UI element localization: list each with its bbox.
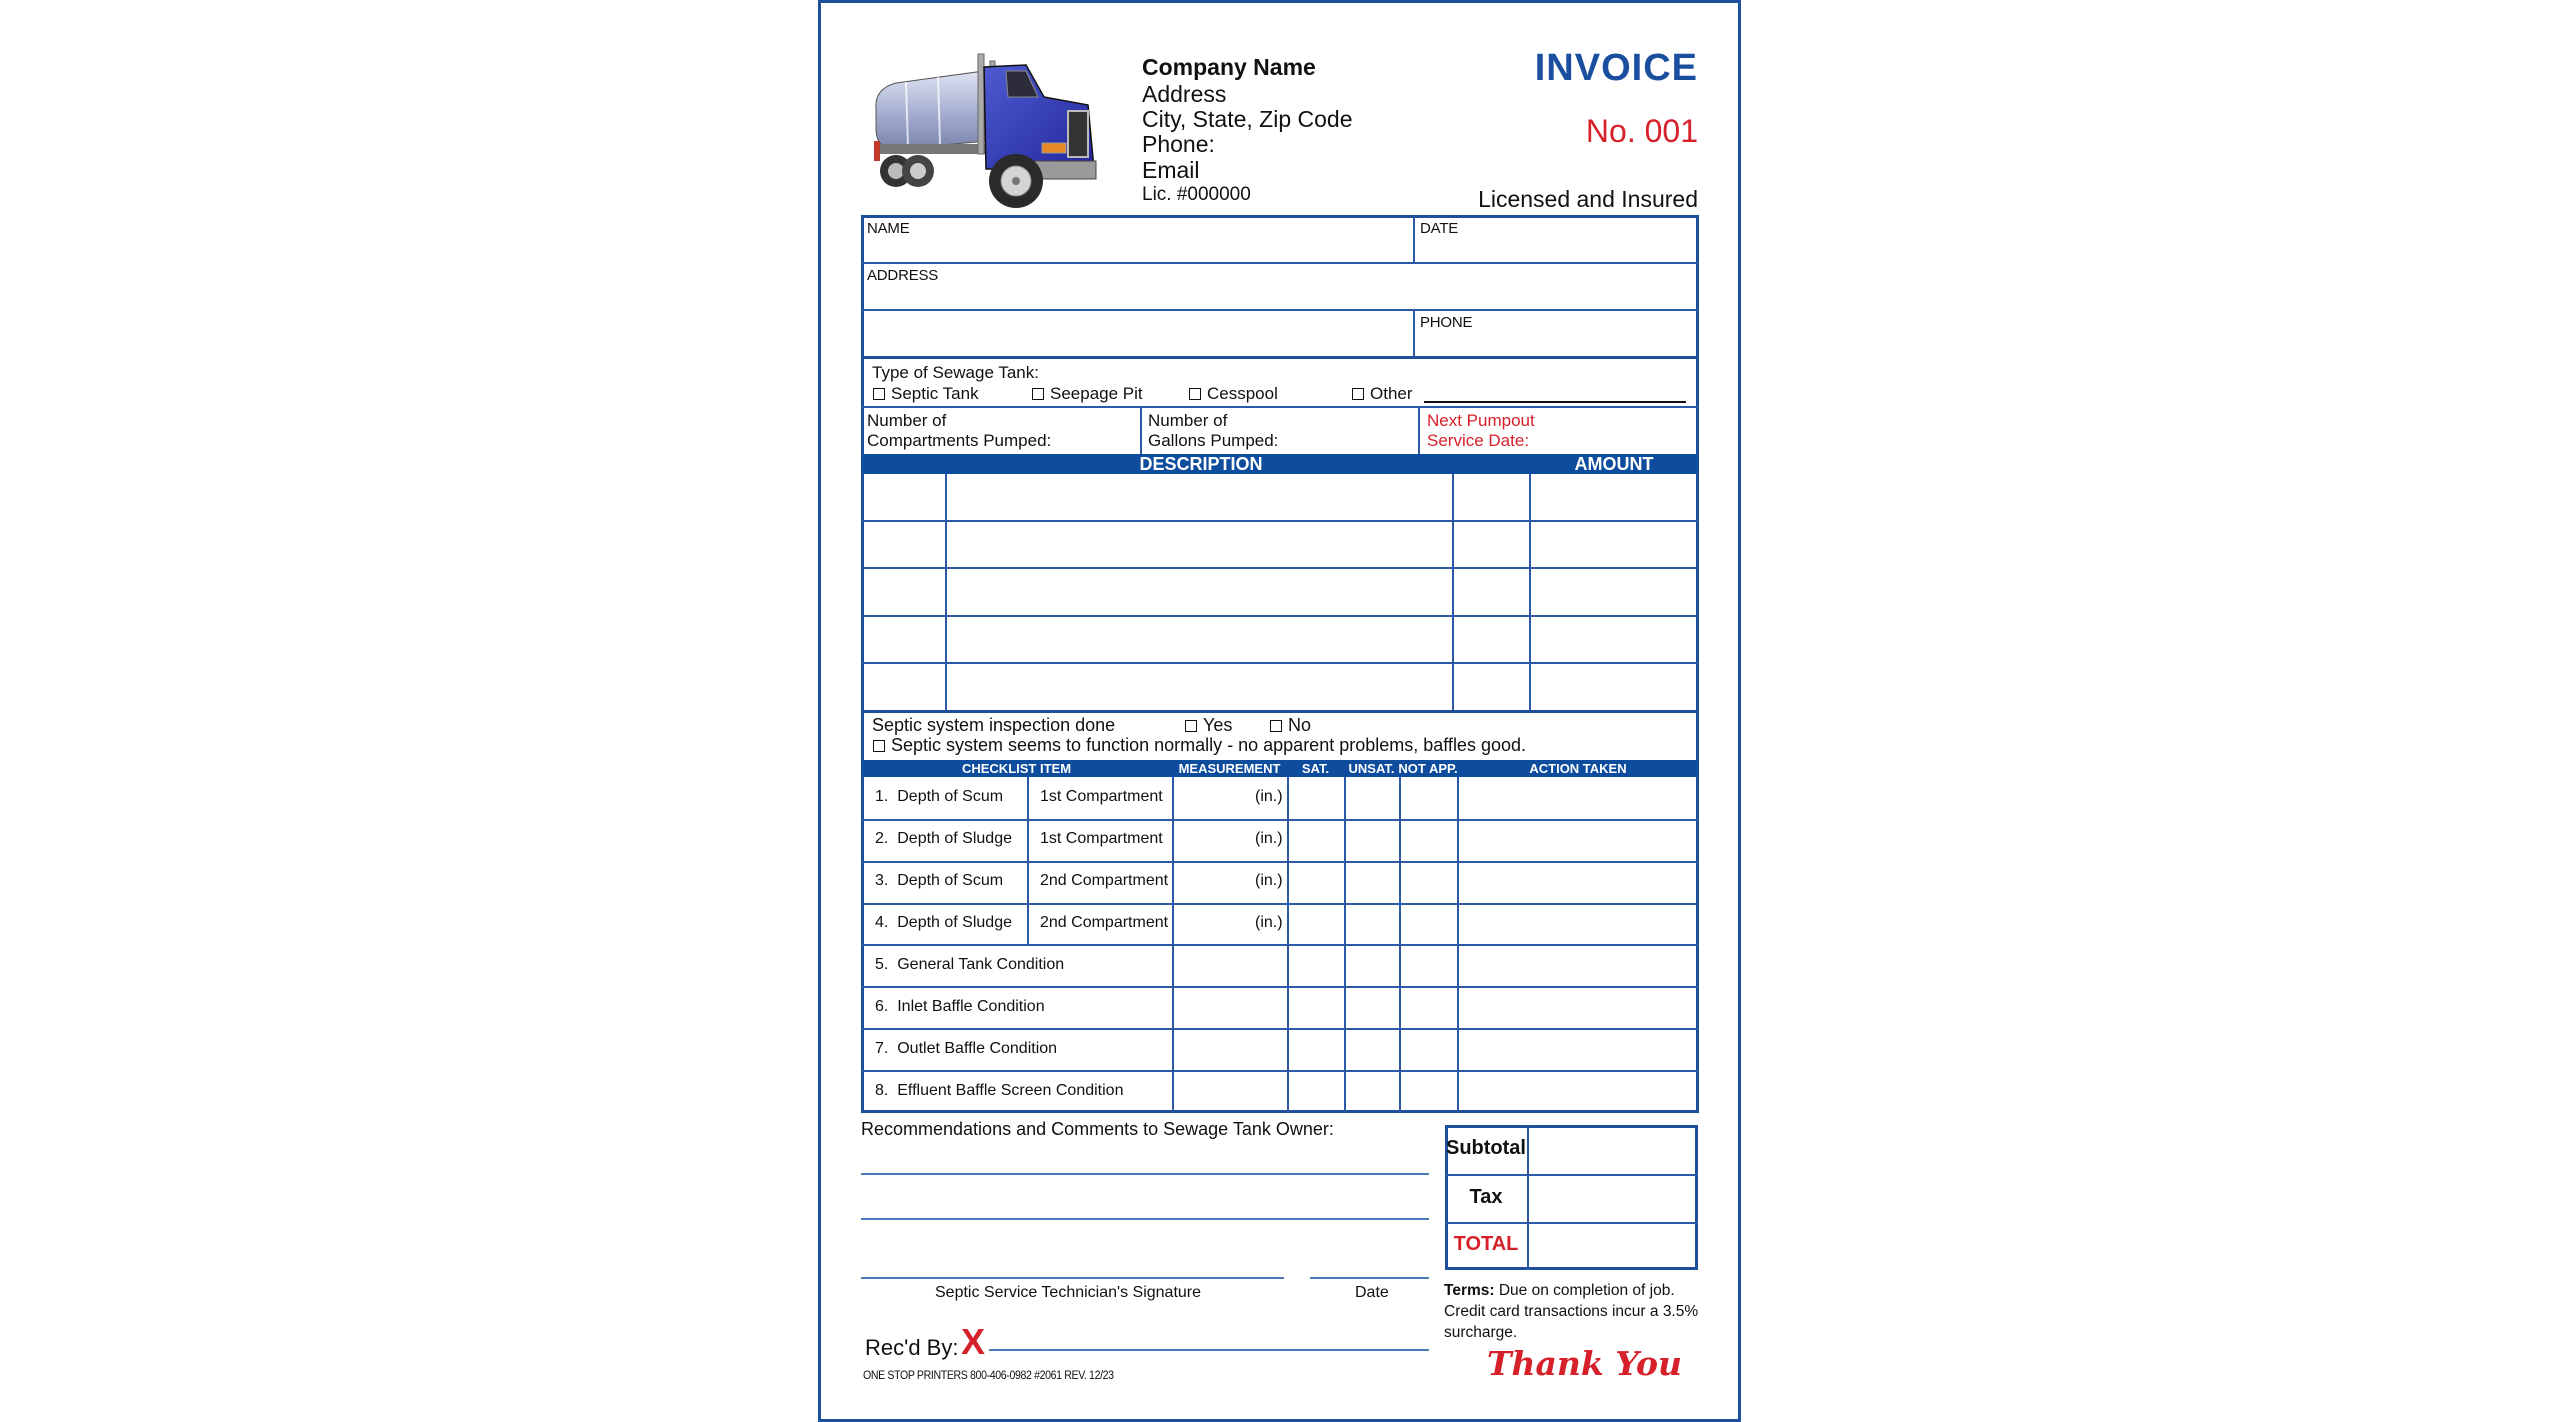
comments-label: Recommendations and Comments to Sewage Tank Owner:: [861, 1119, 1334, 1139]
tax-label: Tax: [1469, 1186, 1503, 1208]
tank-type-label: Type of Sewage Tank:: [872, 363, 1039, 382]
divider: [861, 262, 1699, 264]
divider: [861, 986, 1699, 988]
checkbox[interactable]: [1189, 388, 1201, 400]
checklist-row-1: 1. Depth of Scum: [875, 788, 1004, 805]
divider: [861, 309, 1699, 311]
checkbox[interactable]: [1032, 388, 1044, 400]
divider: [1529, 474, 1531, 712]
subtotal-label: Subtotal: [1446, 1137, 1526, 1159]
company-email: Email: [1142, 157, 1200, 183]
thank-you-text: Thank You: [1487, 1344, 1682, 1383]
checklist-row-3-compartment: 2nd Compartment: [1040, 872, 1169, 889]
company-city-state-zip: City, State, Zip Code: [1142, 106, 1353, 132]
phone-field[interactable]: PHONE: [1420, 314, 1473, 331]
description-row[interactable]: [861, 567, 1699, 569]
gallons-pumped-field[interactable]: Number of Gallons Pumped:: [1148, 411, 1279, 450]
inspection-no-option[interactable]: No: [1270, 715, 1311, 736]
signature-line[interactable]: [861, 1277, 1284, 1279]
description-row[interactable]: [861, 520, 1699, 522]
checklist-row-7: 7. Outlet Baffle Condition: [875, 1040, 1058, 1057]
tank-option-other[interactable]: Other: [1352, 384, 1413, 404]
checkbox[interactable]: [1352, 388, 1364, 400]
checklist-row-8: 8. Effluent Baffle Screen Condition: [875, 1082, 1124, 1099]
divider: [861, 861, 1699, 863]
checkbox[interactable]: [1185, 720, 1197, 732]
checklist-row-2-unit: (in.): [1255, 830, 1283, 847]
date-field[interactable]: DATE: [1420, 220, 1459, 237]
checklist-row-4: 4. Depth of Sludge: [875, 914, 1012, 931]
divider: [861, 710, 1699, 713]
checklist-row-1-compartment: 1st Compartment: [1040, 788, 1163, 805]
checklist-row-4-unit: (in.): [1255, 914, 1283, 931]
checklist-row-1-unit: (in.): [1255, 788, 1283, 805]
checklist-row-3-unit: (in.): [1255, 872, 1283, 889]
licensed-insured: Licensed and Insured: [1478, 186, 1698, 212]
divider: [861, 944, 1699, 946]
sat-header: SAT.: [1301, 761, 1330, 776]
recd-by-x-mark: X: [961, 1321, 986, 1362]
divider: [1413, 215, 1415, 263]
divider: [1418, 406, 1420, 454]
other-input-line[interactable]: [1424, 401, 1686, 403]
measurement-header: MEASUREMENT: [1178, 761, 1281, 776]
inspection-yes-option[interactable]: Yes: [1185, 715, 1232, 736]
terms-text: Terms: Due on completion of job. Credit card transactions incur a 3.5% surcharge.: [1444, 1282, 1699, 1341]
tax-value[interactable]: [1530, 1176, 1695, 1221]
company-license: Lic. #000000: [1142, 184, 1251, 205]
address-field[interactable]: ADDRESS: [867, 267, 939, 284]
not-app-header: NOT APP.: [1398, 761, 1458, 776]
description-row[interactable]: [861, 662, 1699, 664]
tank-option-seepage-pit[interactable]: Seepage Pit: [1032, 384, 1143, 404]
divider: [861, 406, 1699, 408]
recd-by-label: Rec'd By:: [865, 1335, 959, 1360]
comments-line-1[interactable]: [861, 1173, 1429, 1175]
divider: [861, 903, 1699, 905]
invoice-title: INVOICE: [1534, 47, 1698, 89]
subtotal-value[interactable]: [1530, 1128, 1695, 1173]
description-row[interactable]: [861, 615, 1699, 617]
checklist-row-5: 5. General Tank Condition: [875, 956, 1065, 973]
checklist-row-2: 2. Depth of Sludge: [875, 830, 1012, 847]
action-taken-header: ACTION TAKEN: [1529, 761, 1627, 776]
checklist-row-2-compartment: 1st Compartment: [1040, 830, 1163, 847]
checkbox[interactable]: [873, 740, 885, 752]
divider: [861, 1070, 1699, 1072]
divider: [1413, 309, 1415, 357]
company-address: Address: [1142, 81, 1227, 107]
checklist-header: [861, 760, 1699, 777]
divider: [861, 819, 1699, 821]
company-phone: Phone:: [1142, 131, 1215, 157]
total-label: TOTAL: [1453, 1233, 1519, 1255]
compartments-pumped-field[interactable]: Number of Compartments Pumped:: [867, 411, 1052, 450]
divider: [1527, 1125, 1529, 1270]
signature-date-line[interactable]: [1310, 1277, 1429, 1279]
tank-option-cesspool[interactable]: Cesspool: [1189, 384, 1278, 404]
divider: [1452, 474, 1454, 712]
checklist-item-header: CHECKLIST ITEM: [961, 761, 1072, 776]
divider: [1140, 406, 1142, 454]
comments-line-2[interactable]: [861, 1218, 1429, 1220]
amount-header-label: AMOUNT: [1574, 453, 1654, 474]
divider: [861, 356, 1699, 359]
unsat-header: UNSAT.: [1348, 761, 1395, 776]
company-name: Company Name: [1142, 54, 1316, 80]
recd-by-line[interactable]: [989, 1349, 1429, 1351]
description-header-label: DESCRIPTION: [1139, 453, 1263, 474]
invoice-number: No. 001: [1585, 113, 1698, 149]
signature-label: Septic Service Technician's Signature: [935, 1284, 1202, 1301]
checklist-row-6: 6. Inlet Baffle Condition: [875, 998, 1045, 1015]
functions-normally-option[interactable]: Septic system seems to function normally - no apparent problems, baffles good.: [873, 735, 1526, 756]
description-header: [861, 454, 1699, 474]
divider: [945, 474, 947, 712]
checklist-row-3: 3. Depth of Scum: [875, 872, 1004, 889]
septic-truck-icon: [866, 49, 1099, 211]
printer-footer: ONE STOP PRINTERS 800-406-0982 #2061 REV. 12/23: [863, 1370, 1114, 1382]
tank-option-septic-tank[interactable]: Septic Tank: [873, 384, 979, 404]
total-value[interactable]: [1530, 1224, 1695, 1267]
inspection-done-label: Septic system inspection done: [872, 715, 1116, 735]
checklist-row-4-compartment: 2nd Compartment: [1040, 914, 1169, 931]
divider: [861, 1028, 1699, 1030]
name-field[interactable]: NAME: [867, 220, 910, 237]
form-table: [861, 215, 1699, 1113]
next-pumpout-date-field[interactable]: Next Pumpout Service Date:: [1427, 411, 1535, 450]
signature-date-label: Date: [1355, 1284, 1389, 1301]
checkbox[interactable]: [873, 388, 885, 400]
checkbox[interactable]: [1270, 720, 1282, 732]
